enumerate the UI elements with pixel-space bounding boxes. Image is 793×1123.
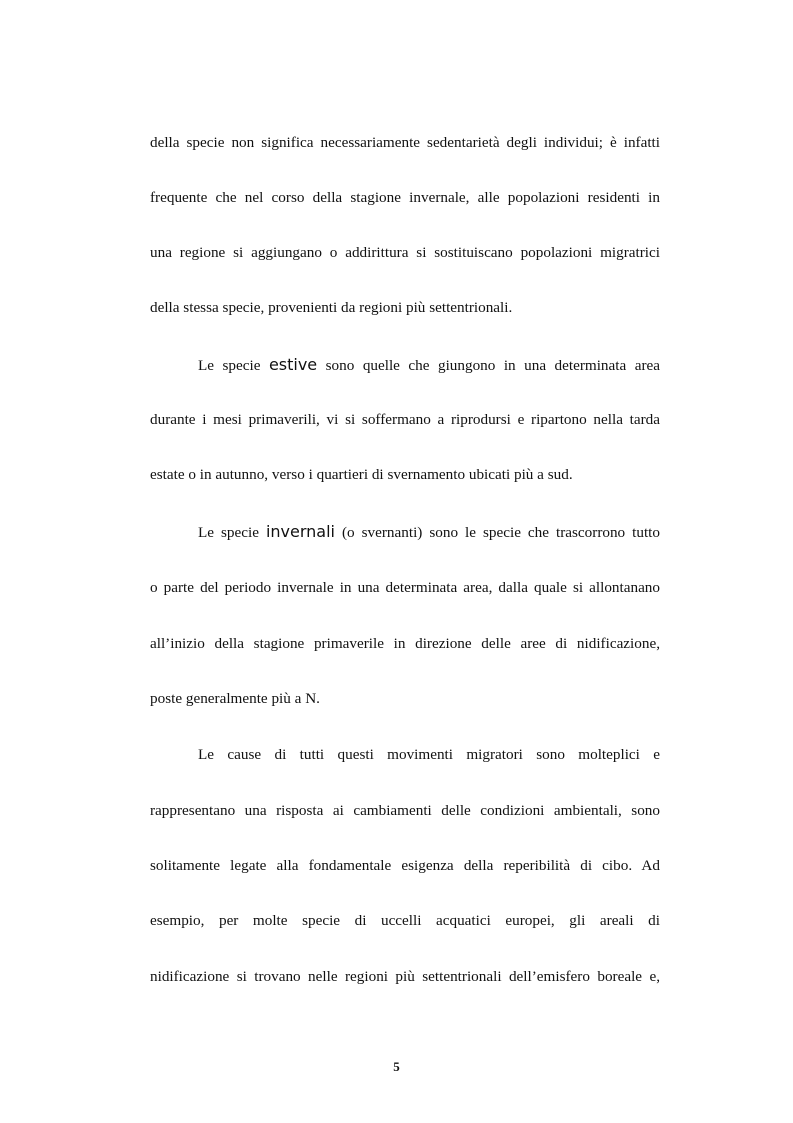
text-line: della specie non significa necessariamente sedentarietà degli individui; è infatti xyxy=(150,134,660,151)
text-fragment: sono quelle che giungono in una determinata area xyxy=(317,357,660,374)
text-line: esempio, per molte specie di uccelli acquatici europei, gli areali di xyxy=(150,912,660,929)
text-line xyxy=(198,356,660,375)
text-fragment: Le specie xyxy=(198,524,266,541)
text-line: frequente che nel corso della stagione invernale, alle popolazioni residenti in xyxy=(150,189,660,206)
text-line: o parte del periodo invernale in una determinata area, dalla quale si allontanano xyxy=(150,579,660,596)
highlighted-term: estive xyxy=(268,355,318,374)
page-number: 5 xyxy=(393,1059,400,1074)
text-line: poste generalmente più a N. xyxy=(150,690,320,707)
text-line: durante i mesi primaverili, vi si soffermano a riprodursi e ripartono nella tarda xyxy=(150,411,660,428)
highlighted-term: invernali xyxy=(265,522,335,541)
text-line: Le cause di tutti questi movimenti migratori sono molteplici e xyxy=(198,746,660,763)
text-line: una regione si aggiungano o addirittura si sostituiscano popolazioni migratrici xyxy=(150,244,660,261)
text-line: solitamente legate alla fondamentale esigenza della reperibilità di cibo. Ad xyxy=(150,857,660,874)
text-line xyxy=(198,523,660,542)
text-line: rappresentano una risposta ai cambiamenti delle condizioni ambientali, sono xyxy=(150,802,660,819)
text-line: estate o in autunno, verso i quartieri di svernamento ubicati più a sud. xyxy=(150,466,573,483)
text-fragment: (o svernanti) sono le specie che trascorrono tutto xyxy=(334,524,660,541)
text-line: all’inizio della stagione primaverile in direzione delle aree di nidificazione, xyxy=(150,635,660,652)
text-fragment: Le specie xyxy=(198,357,269,374)
text-line: nidificazione si trovano nelle regioni più settentrionali dell’emisfero boreale e, xyxy=(150,968,660,985)
text-line: della stessa specie, provenienti da regioni più settentrionali. xyxy=(150,299,513,316)
